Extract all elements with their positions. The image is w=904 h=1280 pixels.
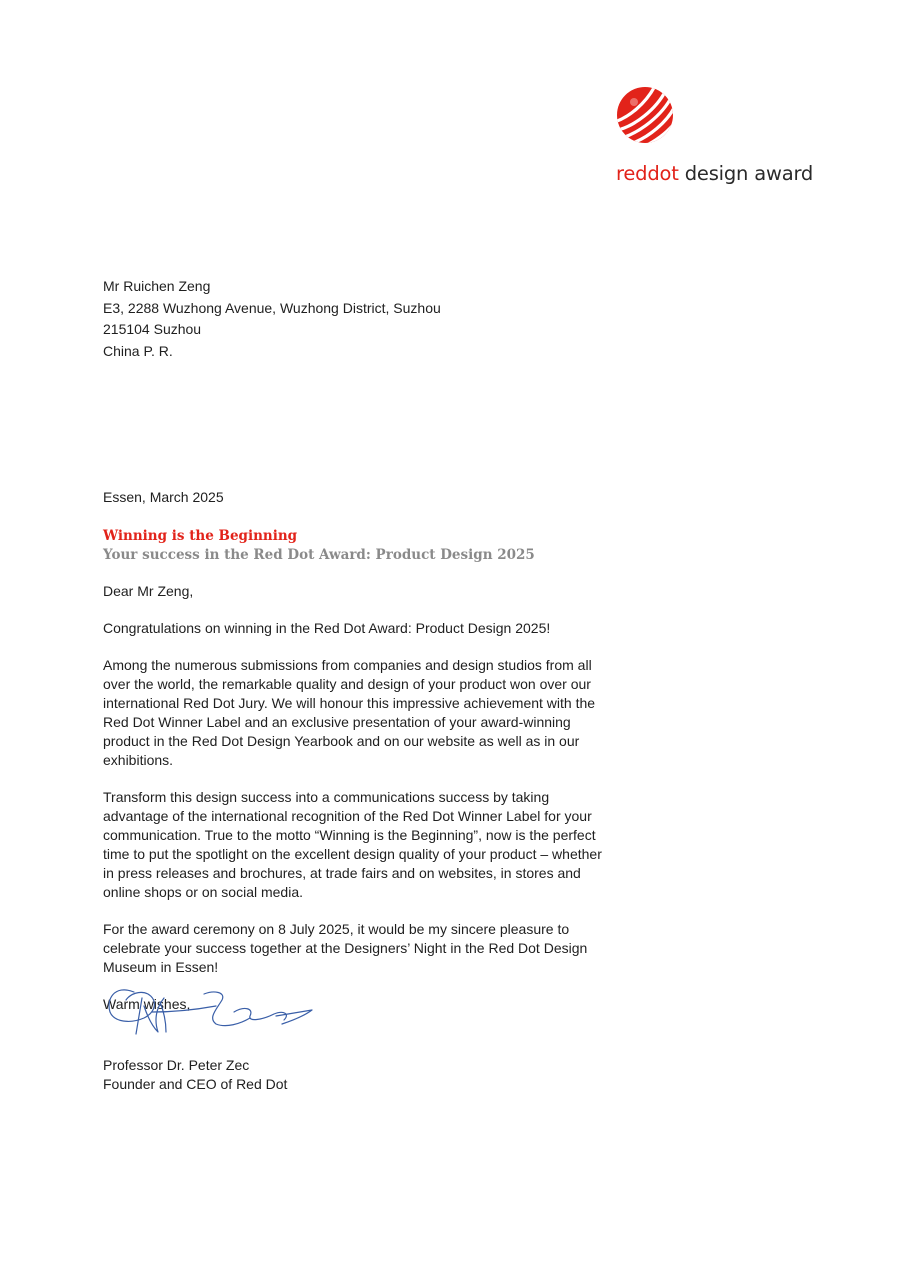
signer-name: Professor Dr. Peter Zec: [103, 1057, 250, 1073]
recipient-country: China P. R.: [103, 342, 173, 359]
paragraph-jury: Among the numerous submissions from companies and design studios from all over the world, the remarkable quality and design of your product won over our international Red Dot Jury. We will honour this impressive achievement with the Red Dot Winner Label and an exclusive presentation of your award-winning product in the Red Dot Design Yearbook and on our website as well as in our exhibitions.: [103, 657, 596, 768]
letter-body: [103, 582, 608, 1032]
recipient-street: E3, 2288 Wuzhong Avenue, Wuzhong District, Suzhou: [103, 299, 441, 316]
recipient-postal-city: 215104 Suzhou: [103, 321, 202, 337]
dateline: Essen, March 2025: [103, 489, 224, 505]
red-dot-sphere-icon: [616, 86, 674, 144]
logo-wordmark-rest: design award: [678, 162, 814, 185]
reddot-logo: [612, 78, 814, 190]
signature-image: [104, 978, 319, 1040]
salutation: Dear Mr Zeng,: [103, 583, 194, 599]
closing: Warm wishes,: [103, 996, 191, 1012]
subject-headline: Winning is the Beginning: [103, 528, 298, 544]
subject-block: [103, 527, 535, 565]
paragraph-congratulations: Congratulations on winning in the Red Dot Award: Product Design 2025!: [103, 620, 551, 636]
signer-title: Founder and CEO of Red Dot: [103, 1076, 288, 1092]
signer-block: [103, 1056, 287, 1094]
logo-wordmark-red: reddot: [616, 162, 679, 185]
paragraph-ceremony: For the award ceremony on 8 July 2025, it would be my sincere pleasure to celebrate your success together at the Designers’ Night in the Red Dot Design Museum in Essen!: [103, 921, 588, 975]
paragraph-communication: Transform this design success into a communications success by taking advantage of the international recognition of the Red Dot Winner Label for your communication. True to the motto “Winning is the Beginning”, now is the perfect time to put the spotlight on the excellent design quality of your product – whether in press releases and brochures, at trade fairs and on websites, in stores and online shops or on social media.: [103, 789, 602, 900]
subject-subheadline: Your success in the Red Dot Award: Product Design 2025: [103, 547, 535, 563]
logo-wordmark: [616, 162, 813, 185]
recipient-address: [103, 276, 441, 362]
recipient-name: Mr Ruichen Zeng: [103, 278, 211, 294]
